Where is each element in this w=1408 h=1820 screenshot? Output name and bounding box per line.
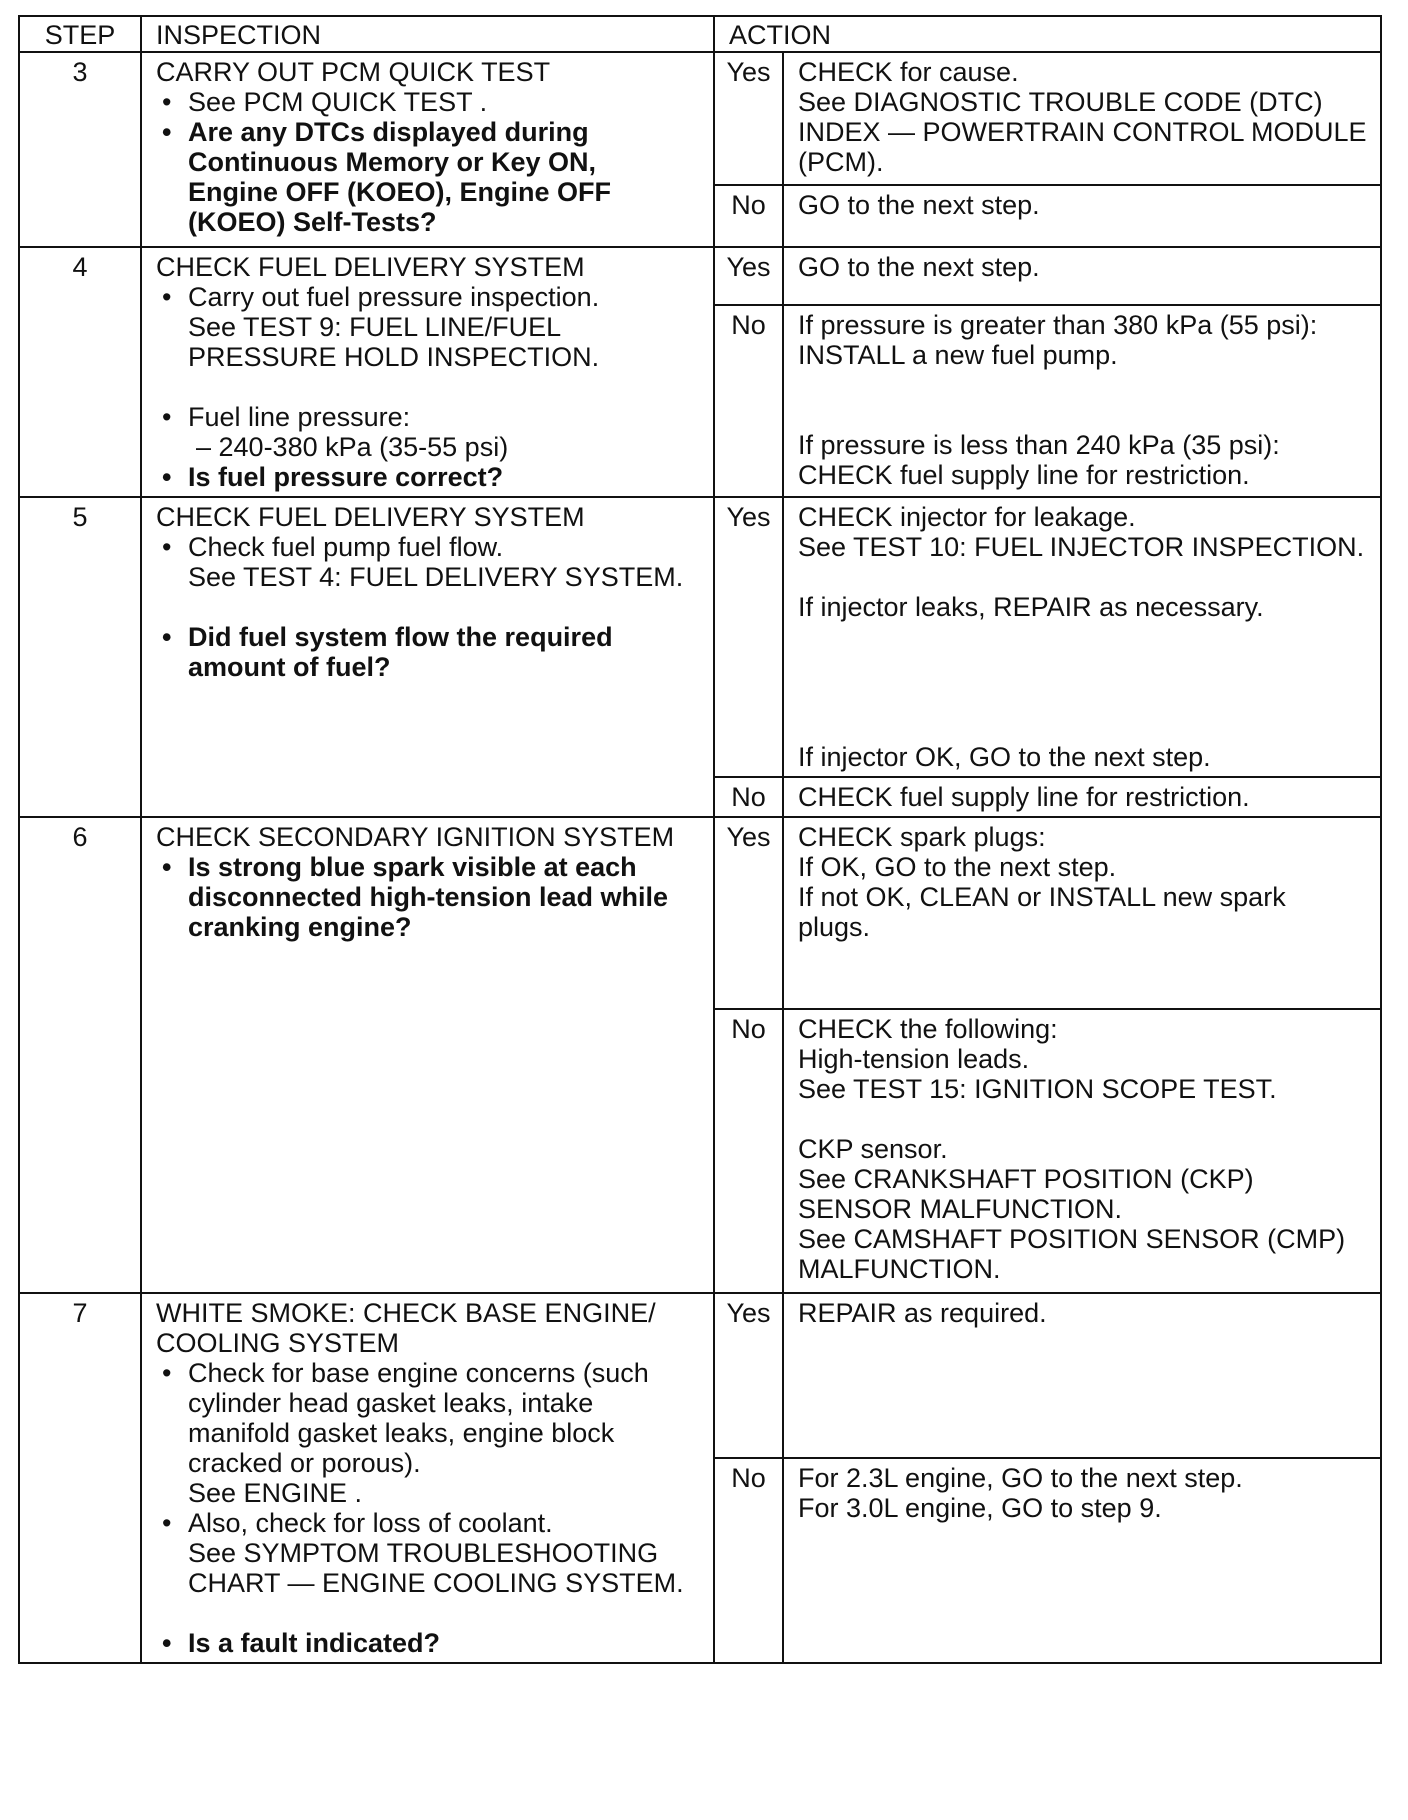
action-line: See TEST 10: FUEL INJECTOR INSPECTION. <box>798 532 1365 562</box>
yes-label: Yes <box>714 817 783 1009</box>
action-line: GO to the next step. <box>798 190 1040 220</box>
no-label: No <box>714 1458 783 1663</box>
yes-action <box>783 247 1381 305</box>
yes-action <box>783 52 1381 185</box>
step-4-yes-row <box>19 247 1381 305</box>
action-line: For 2.3L engine, GO to the next step. <box>798 1462 1243 1493</box>
inspection-bullet-cont: CHART — ENGINE COOLING SYSTEM. <box>188 1568 684 1598</box>
step-6-yes-row <box>19 817 1381 1009</box>
inspection-bullet: • See PCM QUICK TEST . <box>156 87 701 117</box>
action-line: See CRANKSHAFT POSITION (CKP) <box>798 1164 1254 1194</box>
action-line: CHECK fuel supply line for restriction. <box>798 460 1250 491</box>
action-line: CHECK spark plugs: <box>798 822 1046 852</box>
inspection-question-cont: (KOEO) Self-Tests? <box>188 207 437 237</box>
spacer <box>798 1104 1368 1134</box>
no-action <box>783 777 1381 817</box>
step-7-inspection <box>141 1293 714 1663</box>
step-4-inspection <box>141 247 714 497</box>
inspection-question: • Are any DTCs displayed during <box>156 117 701 147</box>
action-line: If not OK, CLEAN or INSTALL new spark <box>798 882 1286 912</box>
inspection-bullet: • Fuel line pressure: <box>156 402 701 432</box>
yes-label: Yes <box>714 497 783 777</box>
inspection-question: • Is fuel pressure correct? <box>156 462 701 492</box>
inspection-bullet-cont: See SYMPTOM TROUBLESHOOTING <box>188 1538 659 1568</box>
action-line: See DIAGNOSTIC TROUBLE CODE (DTC) <box>798 87 1323 117</box>
spacer <box>798 622 1368 742</box>
action-line: INDEX — POWERTRAIN CONTROL MODULE <box>798 117 1367 147</box>
diagnostic-table <box>18 15 1382 1664</box>
inspection-sub-item: – 240-380 kPa (35-55 psi) <box>196 432 509 462</box>
yes-label: Yes <box>714 1293 783 1458</box>
step-number: 3 <box>19 52 141 247</box>
inspection-bullet-cont: See TEST 9: FUEL LINE/FUEL <box>188 312 562 342</box>
yes-action <box>783 817 1381 1009</box>
inspection-question-cont: Engine OFF (KOEO), Engine OFF <box>188 177 611 207</box>
action-line: If pressure is less than 240 kPa (35 psi): <box>798 430 1280 461</box>
spacer <box>798 562 1368 592</box>
action-line: MALFUNCTION. <box>798 1254 1001 1284</box>
inspection-title: WHITE SMOKE: CHECK BASE ENGINE/ <box>156 1298 656 1328</box>
inspection-title: CHECK SECONDARY IGNITION SYSTEM <box>156 822 675 852</box>
header-step: STEP <box>19 16 141 52</box>
no-action <box>783 1458 1381 1663</box>
action-line: For 3.0L engine, GO to step 9. <box>798 1492 1162 1523</box>
step-5-inspection <box>141 497 714 817</box>
inspection-bullet: • Check for base engine concerns (such <box>156 1358 701 1388</box>
inspection-bullet: • Also, check for loss of coolant. <box>156 1508 701 1538</box>
header-row <box>19 16 1381 52</box>
action-line: plugs. <box>798 912 871 942</box>
action-line: CKP sensor. <box>798 1134 948 1164</box>
yes-action <box>783 1293 1381 1458</box>
action-line: If OK, GO to the next step. <box>798 852 1117 882</box>
inspection-title: CHECK FUEL DELIVERY SYSTEM <box>156 502 585 532</box>
spacer <box>156 1598 701 1628</box>
no-action <box>783 1009 1381 1293</box>
inspection-question: • Is a fault indicated? <box>156 1628 701 1658</box>
spacer <box>156 372 701 402</box>
action-line: See CAMSHAFT POSITION SENSOR (CMP) <box>798 1224 1346 1254</box>
action-line: GO to the next step. <box>798 252 1040 282</box>
inspection-bullet: • Check fuel pump fuel flow. <box>156 532 701 562</box>
step-number: 7 <box>19 1293 141 1663</box>
inspection-bullet-cont: See TEST 4: FUEL DELIVERY SYSTEM. <box>188 562 684 592</box>
inspection-question-cont: disconnected high-tension lead while <box>188 882 669 912</box>
inspection-question-cont: cranking engine? <box>188 912 412 942</box>
diagnostic-page <box>18 15 1380 1664</box>
action-line: CHECK for cause. <box>798 57 1019 87</box>
inspection-question: • Is strong blue spark visible at each <box>156 852 701 882</box>
yes-action <box>783 497 1381 777</box>
action-line: CHECK injector for leakage. <box>798 502 1136 532</box>
action-line: REPAIR as required. <box>798 1298 1047 1328</box>
action-line: If injector leaks, REPAIR as necessary. <box>798 592 1264 622</box>
action-line: See TEST 15: IGNITION SCOPE TEST. <box>798 1074 1277 1104</box>
action-line: SENSOR MALFUNCTION. <box>798 1194 1123 1224</box>
step-number: 5 <box>19 497 141 817</box>
inspection-bullet: • Carry out fuel pressure inspection. <box>156 282 701 312</box>
inspection-bullet-cont: manifold gasket leaks, engine block <box>188 1418 615 1448</box>
no-action <box>783 305 1381 497</box>
no-label: No <box>714 777 783 817</box>
no-label: No <box>714 1009 783 1293</box>
header-action: ACTION <box>714 16 1381 52</box>
action-line: If pressure is greater than 380 kPa (55 psi): <box>798 310 1318 341</box>
yes-label: Yes <box>714 52 783 185</box>
no-label: No <box>714 185 783 247</box>
spacer <box>156 592 701 622</box>
header-inspection: INSPECTION <box>141 16 714 52</box>
action-line: High-tension leads. <box>798 1044 1030 1074</box>
inspection-bullet-cont: See ENGINE . <box>188 1478 363 1508</box>
step-3-inspection <box>141 52 714 247</box>
inspection-title: CARRY OUT PCM QUICK TEST <box>156 57 551 87</box>
inspection-question-cont: Continuous Memory or Key ON, <box>188 147 597 177</box>
step-7-yes-row <box>19 1293 1381 1458</box>
step-number: 6 <box>19 817 141 1293</box>
action-line: If injector OK, GO to the next step. <box>798 742 1211 772</box>
inspection-question-cont: amount of fuel? <box>188 652 391 682</box>
yes-label: Yes <box>714 247 783 305</box>
action-line: INSTALL a new fuel pump. <box>798 340 1118 371</box>
inspection-bullet-cont: cracked or porous). <box>188 1448 421 1478</box>
inspection-question: • Did fuel system flow the required <box>156 622 701 652</box>
inspection-title: CHECK FUEL DELIVERY SYSTEM <box>156 252 585 282</box>
inspection-bullet-cont: cylinder head gasket leaks, intake <box>188 1388 594 1418</box>
step-6-inspection <box>141 817 714 1293</box>
step-number: 4 <box>19 247 141 497</box>
step-3-yes-row <box>19 52 1381 185</box>
no-label: No <box>714 305 783 497</box>
spacer <box>798 370 1368 430</box>
inspection-title: COOLING SYSTEM <box>156 1328 400 1358</box>
inspection-bullet-cont: PRESSURE HOLD INSPECTION. <box>188 342 600 372</box>
action-line: CHECK the following: <box>798 1014 1058 1044</box>
action-line: CHECK fuel supply line for restriction. <box>798 782 1250 812</box>
no-action <box>783 185 1381 247</box>
action-line: (PCM). <box>798 147 884 177</box>
step-5-yes-row <box>19 497 1381 777</box>
